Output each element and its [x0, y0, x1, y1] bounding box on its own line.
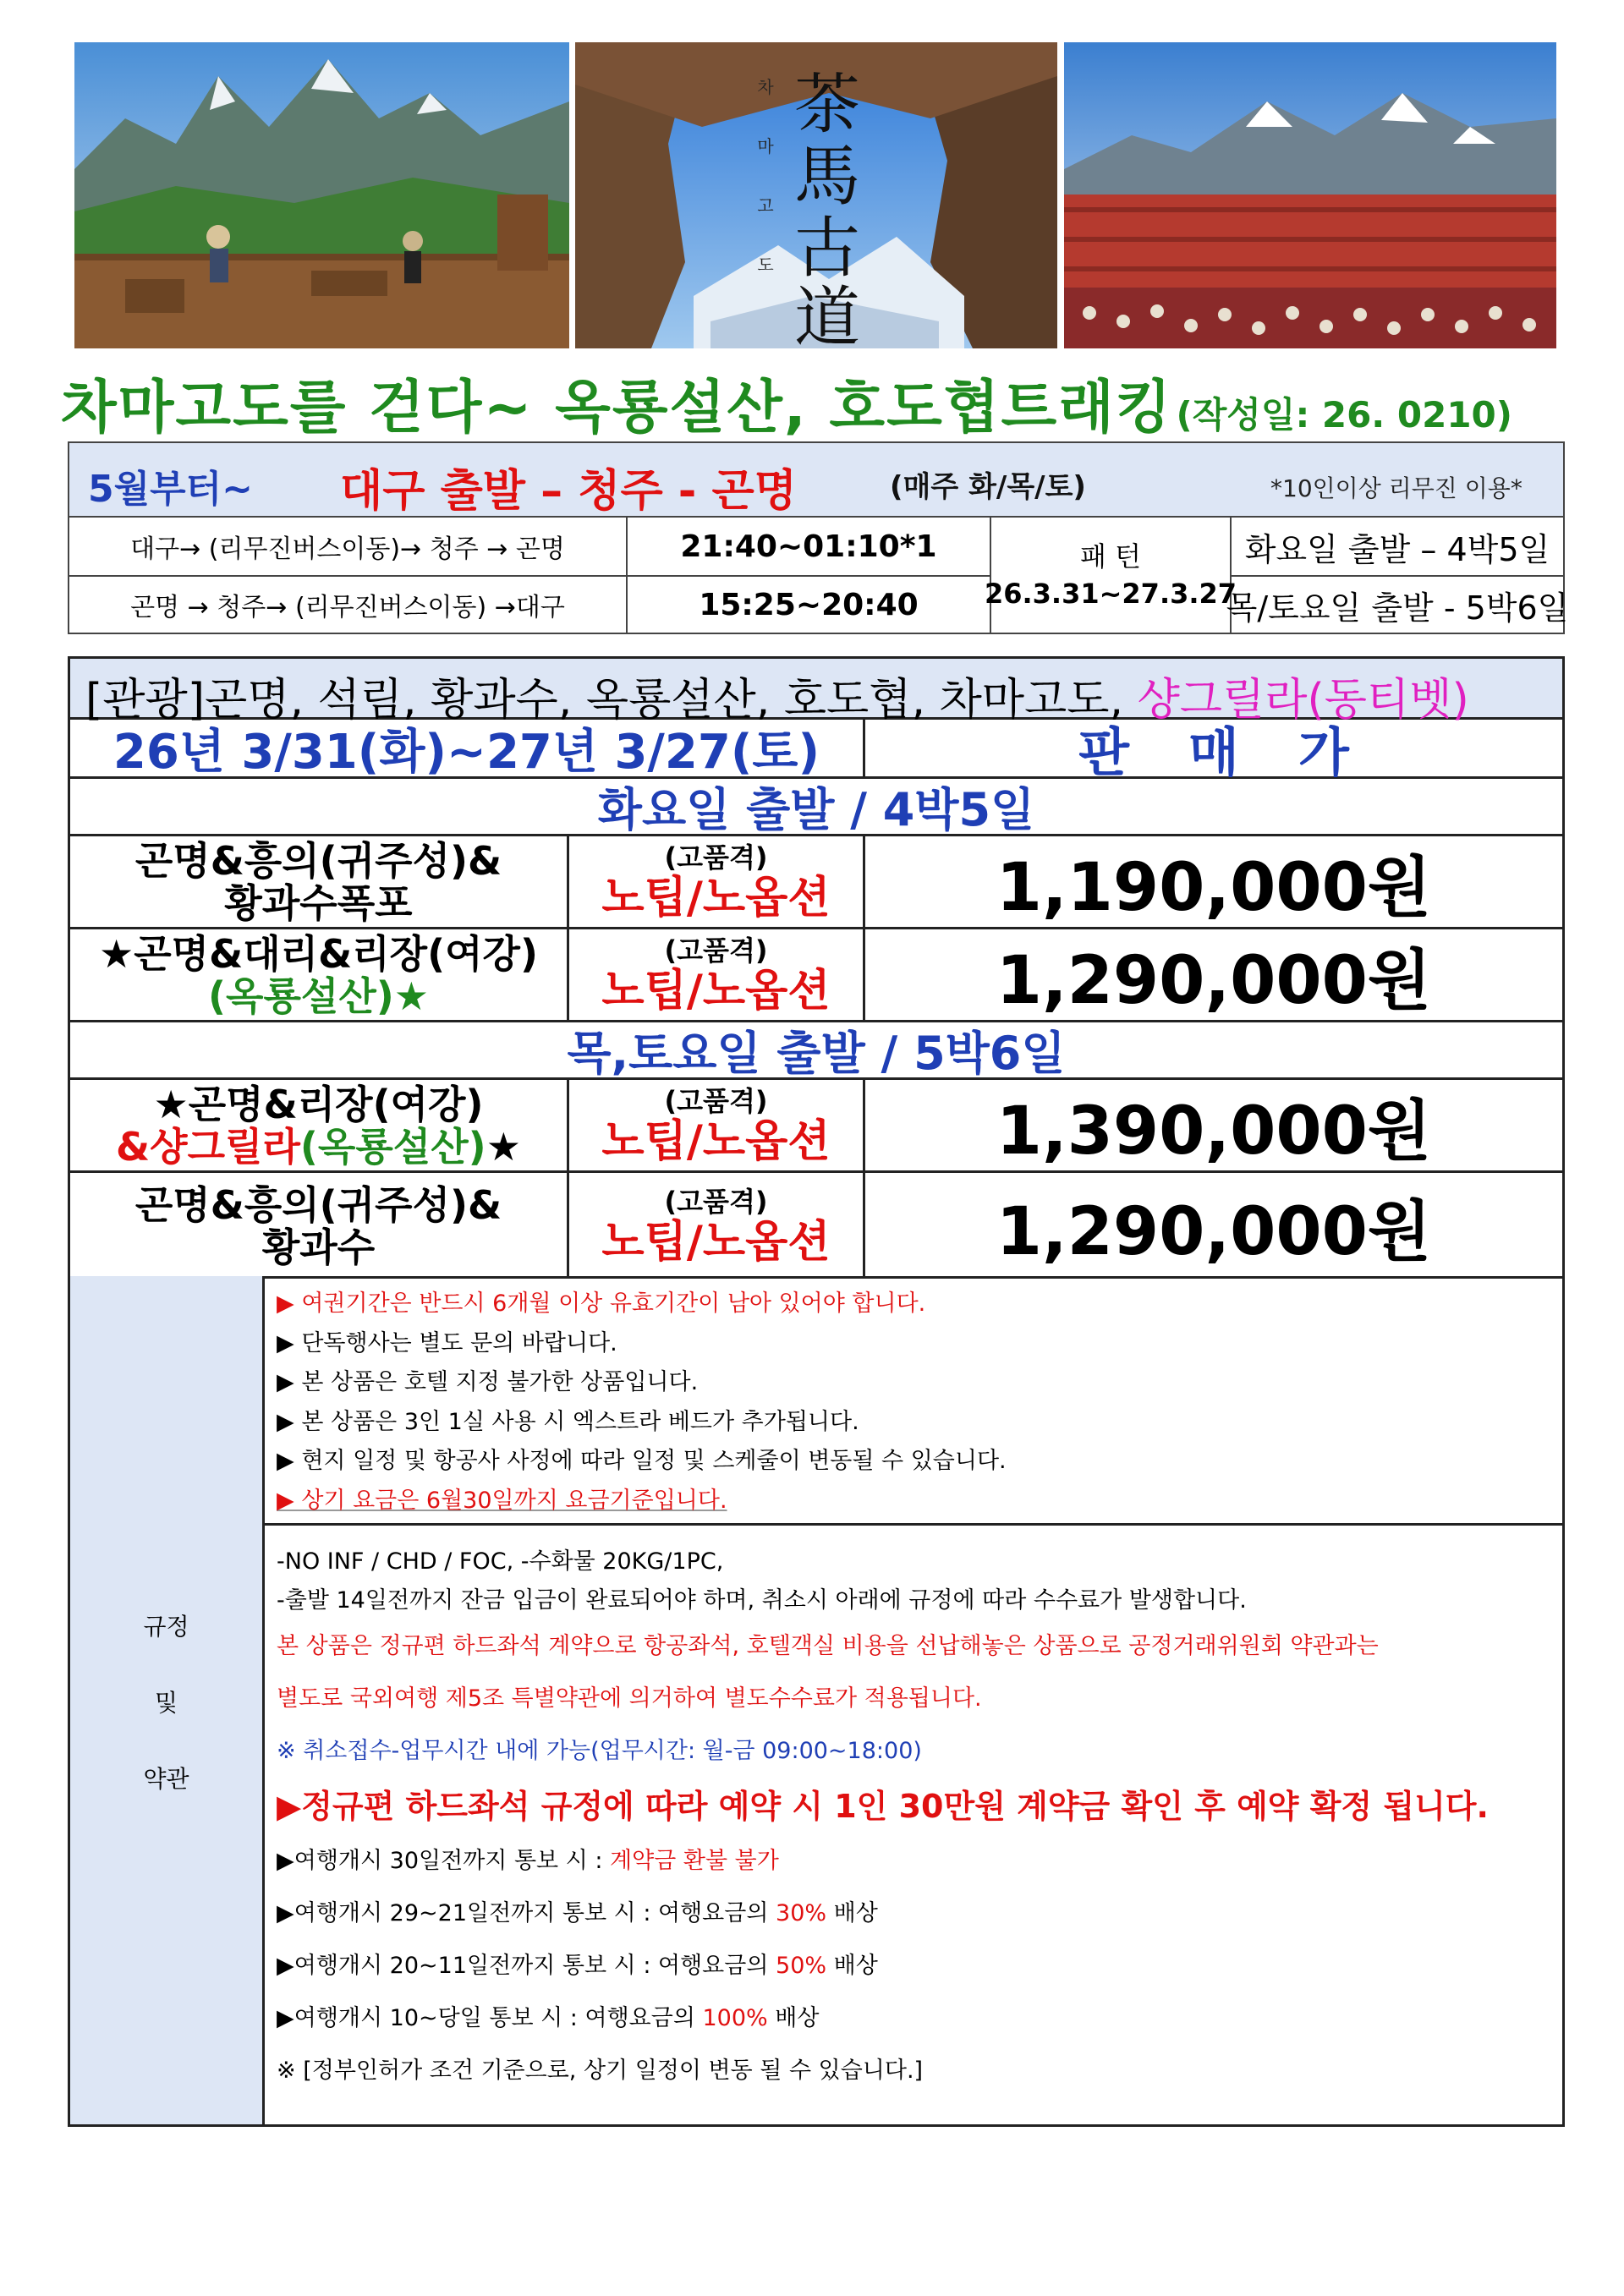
route-return: 곤명 → 청주→ (리무진버스이동) →대구 — [69, 575, 628, 633]
notice-item: ▶ 본 상품은 호텔 지정 불가한 상품입니다. — [277, 1369, 699, 1395]
calligraphy-char-3: 古 — [793, 211, 861, 287]
tour-sights-highlight: 샹그릴라(동티벳) — [1137, 675, 1469, 726]
schedule-note: *10인이상 리무진 이용* — [1270, 474, 1522, 502]
notice-item: ▶ 여권기간은 반드시 6개월 이상 유효기간이 남아 있어야 합니다. — [277, 1290, 926, 1317]
period-row — [70, 720, 1562, 783]
terms-payment: -출발 14일전까지 잔금 입금이 완료되어야 하며, 취소시 아래에 규정에 따라 수수료가 발생합니다. — [277, 1587, 1247, 1614]
product-grade: (고품격) 노팁/노옵션 — [569, 836, 865, 927]
product-row — [70, 929, 1562, 1022]
schedule-box — [68, 441, 1569, 634]
schedule-start: 5월부터~ — [88, 468, 253, 511]
terms-special-1: 본 상품은 정규편 하드좌석 계약으로 항공좌석, 호텔객실 비용을 선납해놓은 상품으로 공정거래위원회 약관과는 — [277, 1633, 1379, 1659]
page-title — [61, 362, 1583, 444]
route-outbound: 대구→ (리무진버스이동)→ 청주 → 곤명 — [69, 518, 628, 575]
terms-deposit: ▶정규편 하드좌석 규정에 따라 예약 시 1인 30만원 계약금 확인 후 예약 확정 됩니다. — [277, 1788, 1489, 1825]
product-grade: (고품격) 노팁/노옵션 — [569, 1173, 865, 1279]
product-row — [70, 836, 1562, 929]
cancel-rule: ▶여행개시 30일전까지 통보 시 : 계약금 환불 불가 — [277, 1848, 779, 1874]
rules-section — [68, 1276, 1565, 2127]
product-name: ★곤명&대리&리장(여강) (옥룡설산)★ — [70, 929, 569, 1020]
terms-baggage: -NO INF / CHD / FOC, -수화물 20KG/1PC, — [277, 1548, 724, 1575]
cancel-rule: ▶여행개시 20~11일전까지 통보 시 : 여행요금의 50% 배상 — [277, 1953, 878, 1979]
rules-label: 규정 및 약관 — [70, 1276, 265, 2124]
photo-mountain-viewpoint — [74, 42, 569, 348]
product-row — [70, 1173, 1562, 1279]
time-outbound: 21:40~01:10*1 — [628, 518, 991, 575]
departure-thu-sat: 목/토요일 출발 - 5박6일 — [1232, 575, 1563, 633]
calligraphy-char-4: 道 — [793, 280, 861, 348]
pattern-label: 패 턴 — [1080, 540, 1141, 573]
product-price: 1,290,000원 — [996, 1193, 1432, 1270]
calligraphy-char-2: 馬 — [793, 139, 861, 215]
photo-tea-horse-road-calligraphy — [575, 42, 1057, 348]
small-char-4: 도 — [757, 255, 774, 275]
notice-item: ▶ 상기 요금은 6월30일까지 요금기준입니다. — [277, 1487, 727, 1514]
time-return: 15:25~20:40 — [628, 575, 991, 633]
product-name: 곤명&흥의(귀주성)& 황과수 — [70, 1173, 569, 1279]
title-main: 차마고도를 걷다~ 옥룡설산, 호도협트래킹 — [61, 375, 1173, 441]
terms-special-2: 별도로 국외여행 제5조 특별약관에 의거하여 별도수수료가 적용됩니다. — [277, 1685, 982, 1712]
product-grade: (고품격) 노팁/노옵션 — [569, 929, 865, 1020]
footnote: ※ [정부인허가 조건 기준으로, 상기 일정이 변동 될 수 있습니다.] — [277, 2058, 924, 2084]
product-price: 1,190,000원 — [996, 849, 1432, 926]
small-char-1: 차 — [757, 77, 774, 97]
section-thu-sat: 목,토요일 출발 / 5박6일 — [70, 1022, 1562, 1080]
schedule-route: 대구 출발 – 청주 - 곤명 — [340, 466, 797, 517]
product-name: 곤명&흥의(귀주성)& 황과수폭포 — [70, 836, 569, 927]
schedule-header — [69, 443, 1563, 518]
calligraphy-char-1: 茶 — [793, 67, 861, 143]
pattern-cell — [984, 518, 1237, 633]
photo-snow-mountain-performance — [1064, 42, 1556, 348]
notice-item: ▶ 본 상품은 3인 1실 사용 시 엑스트라 베드가 추가됩니다. — [277, 1408, 859, 1435]
product-grade: (고품격) 노팁/노옵션 — [569, 1080, 865, 1170]
sale-period: 26년 3/31(화)~27년 3/27(토) — [70, 720, 865, 776]
schedule-days: (매주 화/목/토) — [890, 470, 1086, 504]
section-tuesday: 화요일 출발 / 4박5일 — [70, 779, 1562, 836]
departure-tue: 화요일 출발 – 4박5일 — [1244, 530, 1550, 568]
product-price: 1,390,000원 — [996, 1093, 1432, 1170]
price-table — [68, 656, 1565, 1279]
notice-item: ▶ 단독행사는 별도 문의 바랍니다. — [277, 1329, 617, 1356]
product-row — [70, 1080, 1562, 1173]
cancel-rule: ▶여행개시 29~21일전까지 통보 시 : 여행요금의 30% 배상 — [277, 1900, 878, 1926]
tour-sights: [관광]곤명, 석림, 황과수, 옥룡설산, 호도협, 차마고도, — [85, 675, 1138, 726]
cancel-rule: ▶여행개시 10~당일 통보 시 : 여행요금의 100% 배상 — [277, 2005, 820, 2031]
notice-item: ▶ 현지 일정 및 항공사 사정에 따라 일정 및 스케줄이 변동될 수 있습니다. — [277, 1448, 1007, 1474]
product-name: ★곤명&리장(여강) &샹그릴라(옥룡설산)★ — [70, 1080, 569, 1170]
terms-list — [265, 1526, 1562, 2124]
small-char-2: 마 — [757, 136, 774, 156]
title-date: (작성일: 26. 0210) — [1176, 394, 1512, 436]
notice-list — [265, 1276, 1562, 1526]
pattern-dates: 26.3.31~27.3.27 — [984, 578, 1237, 610]
small-char-3: 고 — [757, 195, 774, 216]
sale-price-header: 판매가 — [1078, 721, 1408, 783]
terms-office-hours: ※ 취소접수-업무시간 내에 가능(업무시간: 월-금 09:00~18:00) — [277, 1738, 922, 1764]
product-price: 1,290,000원 — [996, 942, 1432, 1019]
